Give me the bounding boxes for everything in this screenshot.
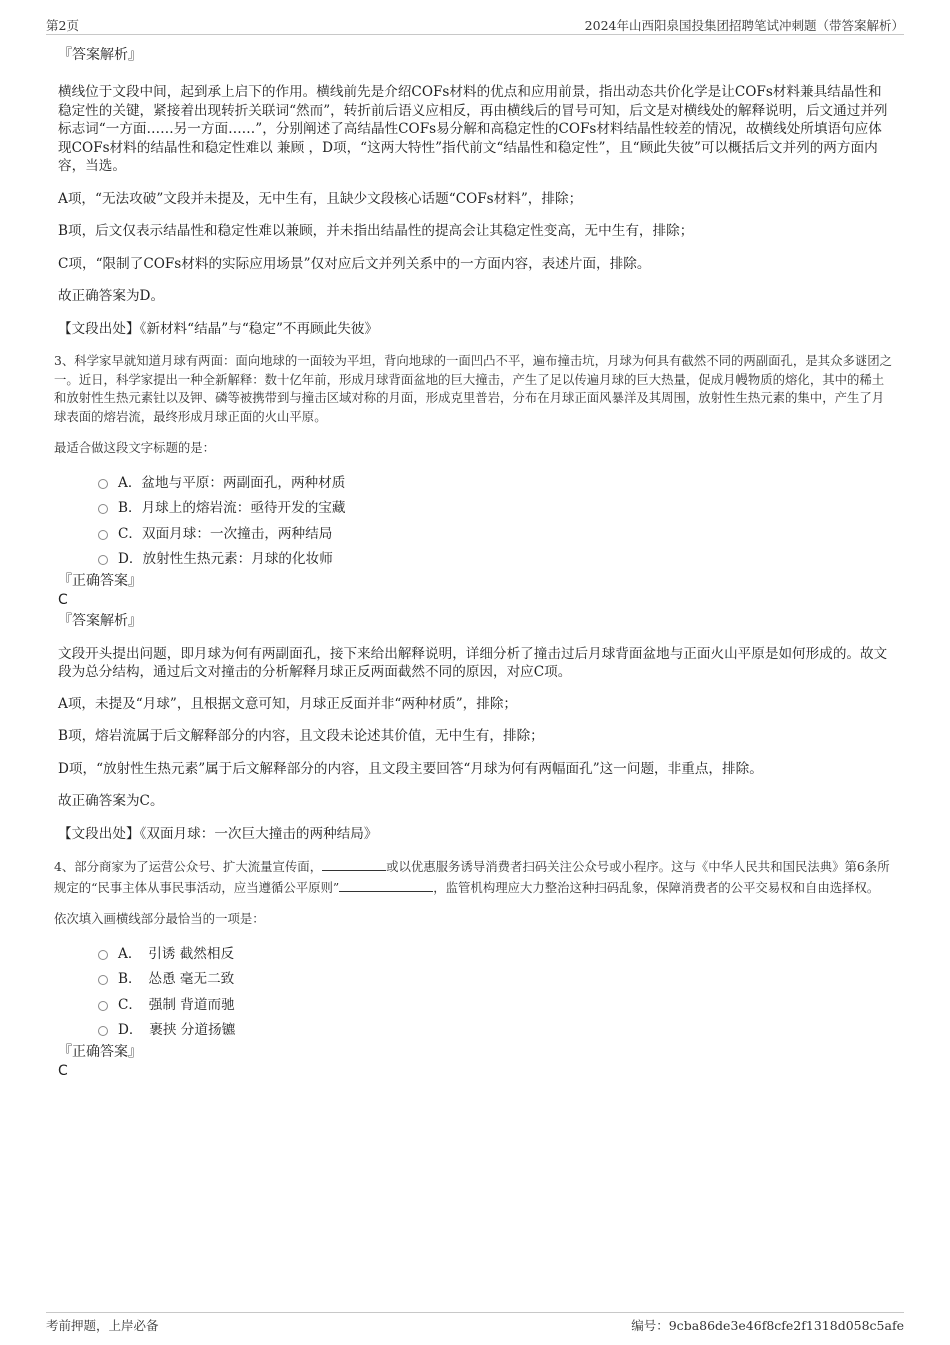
q4-options (58, 944, 894, 1046)
document-code: 编号：9cba86de3e46f8cfe2f1318d058c5afe (631, 1318, 904, 1333)
option-label: D．放射性生热元素：月球的化妆师 (118, 551, 333, 567)
q2-analysis-label: 『答案解析』 (58, 47, 142, 63)
q4-stem (54, 856, 894, 897)
q3-stem: 3、科学家早就知道月球有两面：面向地球的一面较为平坦，背向地球的一面凹凸不平，遍布撞击坑，月球为何具有截然不同的两副面孔，是其众多谜团之一。近日，科学家提出一种全新解释：数十亿年前，形成月球背面盆地的巨大撞击，产生了足以传遍月球的巨大热量，促成月幔物质的熔化，其中的稀土和放射性生热元素钍以及钾、磷等被携带到与撞击区域对称的月面，形成克里普岩，分布在月球正面风暴洋及其周围，放射性生热元素的集中，产生了月球表面的熔岩流，最终形成月球正面的火山平原。 (54, 353, 893, 424)
q3-option-b[interactable] (98, 498, 894, 524)
q3-option-a-note: A项，未提及“月球”，且根据文意可知，月球正反面并非“两种材质”，排除； (58, 695, 518, 712)
q4-blank-1 (322, 856, 386, 871)
document-body (54, 44, 894, 1081)
q3-option-b-note: B项，熔岩流属于后文解释部分的内容，且文段未论述其价值，无中生有，排除； (58, 728, 544, 744)
radio-icon[interactable] (98, 1001, 108, 1011)
q3-conclusion: 故正确答案为C。 (58, 793, 164, 809)
option-label: B． 怂恿 毫无二致 (118, 971, 235, 987)
q4-stem-part-2: 或以优惠服务诱导消费者扫码关注公众号或小程序。这与《中华人民共和国民法典》第6条所规定的“民事主体从事民事活动，应当遵循公平原则” (54, 859, 890, 895)
q4-stem-part-1: 4、部分商家为了运营公众号、扩大流量宣传面， (54, 859, 323, 874)
option-label: A． 引诱 截然相反 (118, 945, 235, 962)
radio-icon[interactable] (98, 530, 108, 540)
option-label: C．双面月球：一次撞击，两种结局 (118, 525, 333, 542)
q3-option-a[interactable] (98, 473, 894, 499)
q2-analysis-text: 横线位于文段中间，起到承上启下的作用。横线前先是介绍COFs材料的优点和应用前景，指出动态共价化学是让COFs材料兼具结晶性和稳定性的关键，紧接着出现转折关联词“然而”，转折前后语义应相反，再由横线后的冒号可知，后文是对横线处的解释说明，后文通过并列标志词“一方面……另一方面……”，分别阐述了高结晶性COFs易分解和高稳定性的COFs材料结晶性较差的情况，故横线处所填语句应体现COFs材料的结晶性和稳定性难以 兼顾 ，D项，“这两大特性”指代前文“结晶性和稳定性”，且“顾此失彼”可以概括后文并列的两方面内容，当选。 (58, 84, 888, 174)
q2-option-b-note: B项，后文仅表示结晶性和稳定性难以兼顾，并未指出结晶性的提高会让其稳定性变高，无中生有，排除； (58, 223, 694, 239)
q2-option-a-note: A项，“无法攻破”文段并未提及，无中生有，且缺少文段核心话题“COFs材料”，排除； (58, 190, 583, 207)
q3-analysis-label: 『答案解析』 (58, 612, 142, 629)
q4-answer: C (58, 1062, 68, 1079)
q3-analysis-text: 文段开头提出问题，即月球为何有两副面孔，接下来给出解释说明，详细分析了撞击过后月球背面盆地与正面火山平原是如何形成的。故文段为总分结构，通过后文对撞击的分析解释月球正反两面截然不同的原因，对应C项。 (58, 645, 888, 680)
q3-option-d-note: D项，“放射性生热元素”属于后文解释部分的内容，且文段主要回答“月球为何有两幅面孔”这一问题，非重点，排除。 (58, 760, 763, 777)
q3-prompt: 最适合做这段文字标题的是： (54, 440, 216, 455)
q4-answer-label: 『正确答案』 (58, 1043, 142, 1060)
q4-option-c[interactable] (98, 995, 894, 1021)
radio-icon[interactable] (98, 479, 108, 489)
page-number: 第2页 (46, 18, 79, 33)
radio-icon[interactable] (98, 555, 108, 565)
radio-icon[interactable] (98, 950, 108, 960)
radio-icon[interactable] (98, 975, 108, 985)
option-label: C． 强制 背道而驰 (118, 996, 235, 1013)
radio-icon[interactable] (98, 1026, 108, 1036)
option-label: A．盆地与平原：两副面孔，两种材质 (118, 474, 346, 491)
q2-option-c-note: C项，“限制了COFs材料的实际应用场景”仅对应后文并列关系中的一方面内容，表述片面，排除。 (58, 255, 651, 272)
q3-source: 【文段出处】《双面月球：一次巨大撞击的两种结局》 (58, 825, 378, 842)
option-label: D． 裹挟 分道扬镳 (118, 1022, 236, 1038)
q2-conclusion: 故正确答案为D。 (58, 288, 165, 304)
page-header (46, 14, 904, 35)
option-label: B．月球上的熔岩流：亟待开发的宝藏 (118, 500, 346, 516)
q4-prompt: 依次填入画横线部分最恰当的一项是： (54, 911, 265, 926)
q4-option-a[interactable] (98, 944, 894, 970)
q2-source: 【文段出处】《新材料“结晶”与“稳定”不再顾此失彼》 (58, 320, 379, 337)
q4-stem-part-3: ，监管机构理应大力整治这种扫码乱象，保障消费者的公平交易权和自由选择权。 (433, 879, 880, 895)
q4-blank-2 (339, 877, 433, 892)
q4-option-b[interactable] (98, 969, 894, 995)
footer-slogan: 考前押题，上岸必备 (46, 1318, 159, 1333)
page-footer (46, 1312, 904, 1335)
q3-answer-label: 『正确答案』 (58, 572, 142, 589)
document-title: 2024年山西阳泉国投集团招聘笔试冲刺题（带答案解析） (584, 18, 904, 33)
q3-answer: C (58, 591, 68, 608)
q3-option-c[interactable] (98, 524, 894, 550)
radio-icon[interactable] (98, 504, 108, 514)
q3-options (58, 473, 894, 575)
